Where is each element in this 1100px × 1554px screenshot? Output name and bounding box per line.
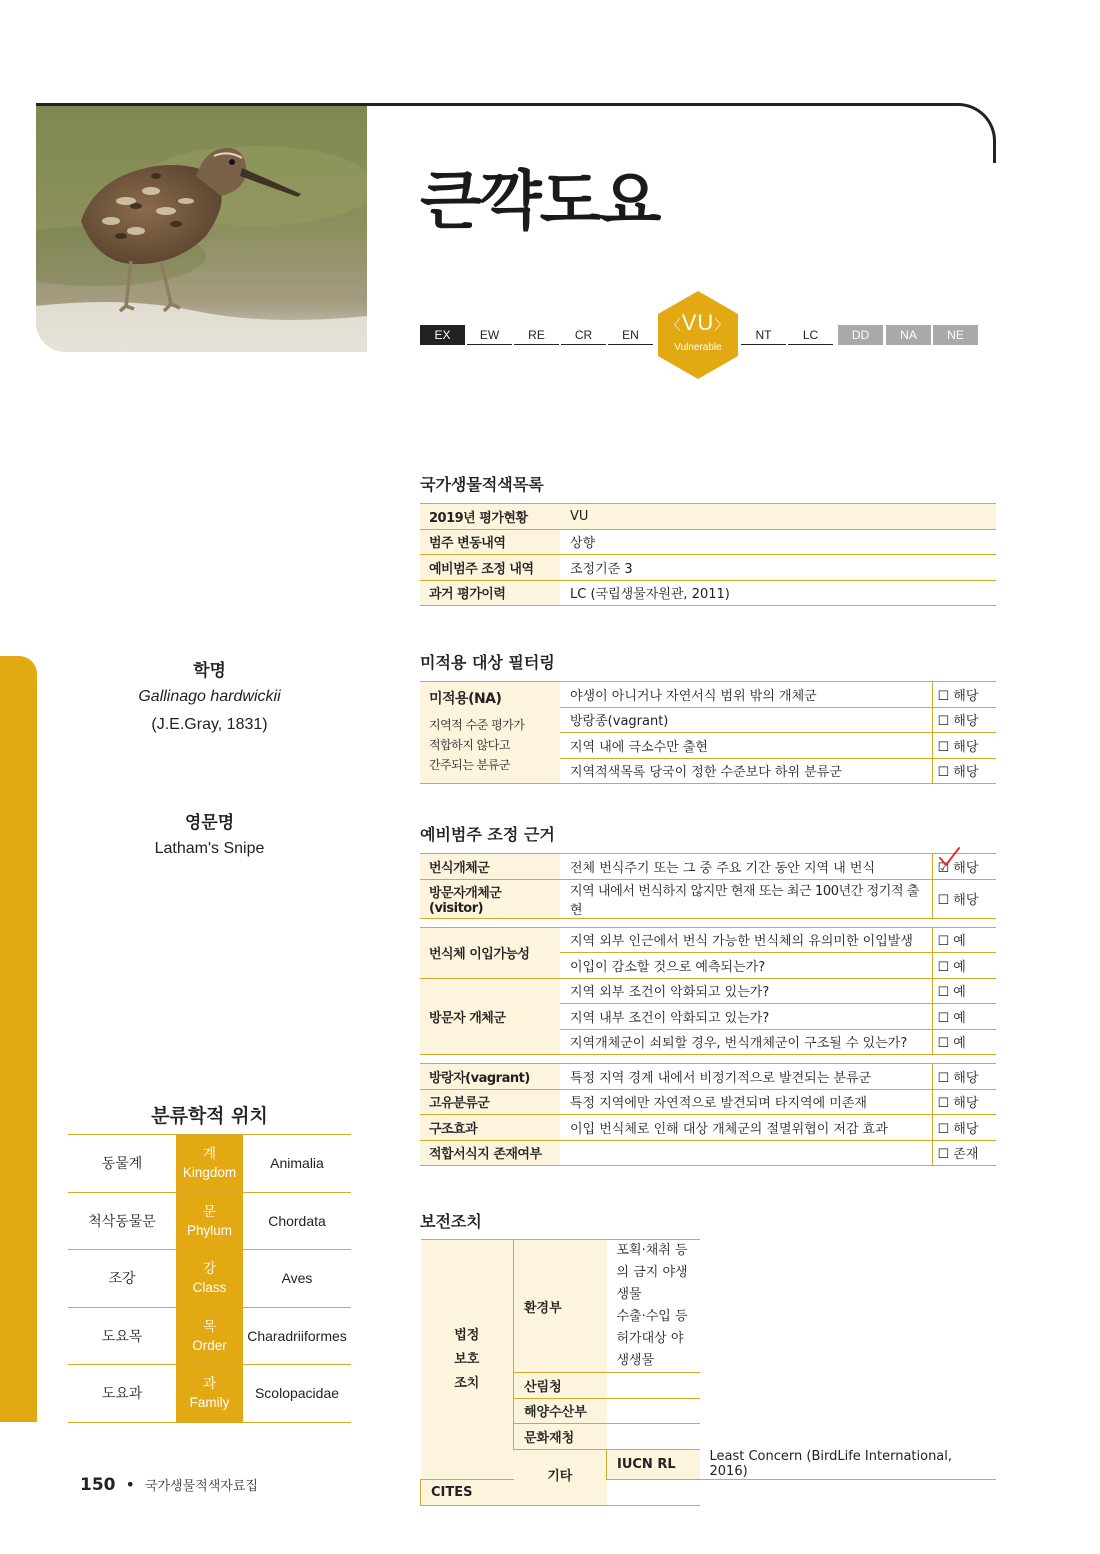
- category-ne: NE: [933, 325, 978, 345]
- agency-env: 환경부: [514, 1240, 607, 1373]
- arrow-left-glyph: 〈: [666, 317, 682, 333]
- table-gap: [420, 918, 996, 927]
- category-lc: LC: [788, 325, 833, 345]
- arrow-right-glyph: 〉: [714, 317, 730, 333]
- rank-en: Phylum: [186, 1222, 232, 1238]
- redlist-row: [420, 529, 996, 555]
- taxonomy-row: [68, 1250, 351, 1308]
- adjust-key: 방문자개체군(visitor): [420, 879, 560, 918]
- adjust-checkbox[interactable]: ☐ 예: [932, 927, 996, 953]
- adjust-row: [420, 1140, 996, 1166]
- agency-heritage: 문화재청: [514, 1424, 607, 1450]
- redlist-key: 과거 평가이력: [420, 580, 560, 606]
- forest-measure: [607, 1373, 700, 1399]
- category-re: RE: [514, 325, 559, 345]
- adjust-row: [420, 978, 996, 1004]
- redlist-value: LC (국립생물자원관, 2011): [560, 580, 996, 606]
- conservation-row: [421, 1480, 997, 1506]
- category-en: EN: [608, 325, 653, 345]
- current-category-code: VU: [681, 310, 715, 335]
- filter-sub-1: 지역적 수준 평가가: [429, 718, 525, 732]
- adjust-row: [420, 879, 996, 918]
- side-accent-bar: [0, 656, 37, 1422]
- adjust-criterion: 지역 외부 인근에서 번식 가능한 번식체의 유의미한 이입발생: [560, 927, 932, 953]
- adjust-criterion: 지역 내부 조건이 악화되고 있는가?: [560, 1004, 932, 1030]
- category-dd: DD: [838, 325, 883, 345]
- adjust-criterion: [560, 1140, 932, 1166]
- adjust-criterion: 이입 번식체로 인해 대상 개체군의 절멸위협이 저감 효과: [560, 1115, 932, 1141]
- taxonomy-row: [68, 1365, 351, 1423]
- taxonomy-latin: Chordata: [243, 1192, 351, 1250]
- redlist-table: [420, 503, 996, 606]
- agency-forest: 산림청: [514, 1373, 607, 1399]
- adjust-criterion: 특정 지역 경계 내에서 비정기적으로 발견되는 분류군: [560, 1064, 932, 1090]
- redlist-row: [420, 555, 996, 581]
- adjust-row: [420, 927, 996, 953]
- taxonomy-ko: 조강: [68, 1250, 176, 1308]
- adjust-key: 고유분류군: [420, 1089, 560, 1115]
- taxonomy-rank: [176, 1192, 243, 1250]
- filter-checkbox[interactable]: ☐ 해당: [932, 733, 996, 759]
- rank-ko: 과: [202, 1376, 217, 1392]
- footer-separator: •: [125, 1475, 135, 1494]
- filter-sub-2: 적합하지 않다고: [429, 738, 510, 752]
- rank-ko: 문: [202, 1203, 217, 1219]
- env-measure-1: 포획·채취 등의 금지 야생생물: [616, 1243, 688, 1302]
- adjust-checkbox[interactable]: ☐ 해당: [932, 879, 996, 918]
- table-gap: [420, 1055, 996, 1064]
- taxonomy-ko: 동물계: [68, 1135, 176, 1193]
- iucn-label: IUCN RL: [607, 1449, 700, 1480]
- agency-ocean: 해양수산부: [514, 1398, 607, 1424]
- sci-name: Gallinago hardwickii: [138, 688, 281, 705]
- filter-checkbox[interactable]: ☐ 해당: [932, 682, 996, 708]
- rank-en: Order: [192, 1337, 227, 1353]
- filter-sub-3: 간주되는 분류군: [429, 758, 510, 772]
- redlist-key: 범주 변동내역: [420, 529, 560, 555]
- rank-ko: 강: [202, 1261, 217, 1277]
- eng-name: Latham's Snipe: [154, 840, 265, 857]
- category-ex: EX: [420, 325, 465, 345]
- redlist-value: VU: [560, 504, 996, 530]
- env-measure-2: 수출·수입 등 허가대상 야생생물: [616, 1309, 688, 1368]
- filter-checkbox[interactable]: ☐ 해당: [932, 758, 996, 784]
- legal-protection-label: 법정 보호 조치: [421, 1240, 514, 1480]
- ocean-measure: [607, 1398, 700, 1424]
- taxonomy-rank: [176, 1135, 243, 1193]
- filter-title: 미적용 대상 필터링: [420, 653, 555, 672]
- adjust-title: 예비범주 조정 근거: [420, 825, 555, 844]
- conservation-title: 보전조치: [420, 1212, 482, 1231]
- heritage-measure: [607, 1424, 700, 1450]
- filter-criterion: 방랑종(vagrant): [560, 707, 932, 733]
- adjust-checkbox[interactable]: ☐ 해당: [932, 1115, 996, 1141]
- current-category: [656, 310, 740, 336]
- book-title: 국가생물적색자료집: [144, 1479, 258, 1494]
- taxonomy-ko: 척삭동물문: [68, 1192, 176, 1250]
- adjust-key: 적합서식지 존재여부: [420, 1140, 560, 1166]
- taxonomy-title: 분류학적 위치: [151, 1105, 268, 1127]
- taxonomy-latin: Aves: [243, 1250, 351, 1308]
- adjust-checkbox[interactable]: ☐ 예: [932, 953, 996, 979]
- filter-row: [420, 682, 996, 708]
- checkmark-icon: [937, 846, 961, 868]
- rank-ko: 목: [202, 1318, 217, 1334]
- filter-criterion: 지역적색목록 당국이 정한 수준보다 하위 분류군: [560, 758, 932, 784]
- species-name-ko: 큰꺅도요: [420, 165, 660, 239]
- category-cr: CR: [561, 325, 606, 345]
- current-category-sub: Vulnerable: [674, 342, 722, 353]
- adjust-row: [420, 1115, 996, 1141]
- adjust-key: 번식체 이입가능성: [420, 927, 560, 978]
- adjust-table: [420, 853, 996, 1166]
- conservation-table: [420, 1239, 996, 1506]
- adjust-key: 방문자 개체군: [420, 978, 560, 1055]
- taxonomy-latin: Animalia: [243, 1135, 351, 1193]
- adjust-checkbox[interactable]: ☐ 예: [932, 1004, 996, 1030]
- adjust-row: [420, 854, 996, 880]
- adjust-criterion: 지역 내에서 번식하지 않지만 현재 또는 최근 100년간 정기적 출현: [560, 879, 932, 918]
- adjust-key: 구조효과: [420, 1115, 560, 1141]
- adjust-checkbox[interactable]: ☐ 존재: [932, 1140, 996, 1166]
- taxonomy-latin: Scolopacidae: [243, 1365, 351, 1423]
- taxonomy-ko: 도요목: [68, 1307, 176, 1365]
- filter-criterion: 지역 내에 극소수만 출현: [560, 733, 932, 759]
- species-photo: [36, 106, 367, 352]
- category-na: NA: [886, 325, 931, 345]
- page-footer: [80, 1475, 258, 1495]
- redlist-value: 조정기준 3: [560, 555, 996, 581]
- filter-criterion: 야생이 아니거나 자연서식 범위 밖의 개체군: [560, 682, 932, 708]
- adjust-criterion: 이입이 감소할 것으로 예측되는가?: [560, 953, 932, 979]
- redlist-row: [420, 580, 996, 606]
- header-rule-curve: [944, 103, 996, 163]
- filter-key: 미적용(NA): [429, 691, 502, 707]
- taxonomy-ko: 도요과: [68, 1365, 176, 1423]
- adjust-checkbox[interactable]: ☐ 예: [932, 978, 996, 1004]
- redlist-key: 2019년 평가현황: [420, 504, 560, 530]
- page-number: 150: [80, 1475, 116, 1495]
- adjust-row: [420, 1064, 996, 1090]
- redlist-title: 국가생물적색목록: [420, 475, 544, 494]
- taxonomy-latin: Charadriiformes: [243, 1307, 351, 1365]
- sci-author: (J.E.Gray, 1831): [151, 716, 268, 733]
- conservation-row: [421, 1240, 997, 1373]
- adjust-criterion: 특정 지역에만 자연적으로 발견되며 타지역에 미존재: [560, 1089, 932, 1115]
- adjust-checkbox[interactable]: ☐ 예: [932, 1029, 996, 1055]
- eng-name-heading: 영문명: [184, 813, 235, 833]
- rank-ko: 계: [202, 1146, 217, 1162]
- filter-table: [420, 681, 996, 784]
- rank-en: Family: [189, 1395, 230, 1411]
- taxonomy-table: [68, 1134, 351, 1423]
- adjust-key: 번식개체군: [420, 854, 560, 880]
- taxonomy-rank: [176, 1307, 243, 1365]
- taxonomy-row: [68, 1135, 351, 1193]
- taxonomy-rank: [176, 1250, 243, 1308]
- taxonomy-row: [68, 1307, 351, 1365]
- redlist-value: 상향: [560, 529, 996, 555]
- adjust-row: [420, 1089, 996, 1115]
- redlist-key: 예비범주 조정 내역: [420, 555, 560, 581]
- taxonomy-rank: [176, 1365, 243, 1423]
- sci-name-heading: 학명: [193, 661, 226, 681]
- adjust-checkbox[interactable]: ☐ 해당: [932, 1089, 996, 1115]
- category-ew: EW: [467, 325, 512, 345]
- filter-key-cell: [420, 682, 560, 784]
- cites-value: [607, 1480, 700, 1506]
- cites-label: CITES: [421, 1480, 514, 1506]
- rank-en: Class: [192, 1280, 227, 1296]
- adjust-criterion: 지역 외부 조건이 악화되고 있는가?: [560, 978, 932, 1004]
- rank-en: Kingdom: [182, 1165, 237, 1181]
- adjust-criterion: 전체 번식주기 또는 그 중 주요 기간 동안 지역 내 번식: [560, 854, 932, 880]
- adjust-checkbox[interactable]: ☐ 해당: [932, 1064, 996, 1090]
- iucn-value: Least Concern (BirdLife International, 2016): [700, 1449, 997, 1480]
- category-nt: NT: [741, 325, 786, 345]
- other-label: 기타: [514, 1449, 607, 1505]
- filter-checkbox[interactable]: ☐ 해당: [932, 707, 996, 733]
- adjust-key: 방랑자(vagrant): [420, 1064, 560, 1090]
- env-measures: [607, 1240, 700, 1373]
- taxonomy-row: [68, 1192, 351, 1250]
- adjust-checkbox-checked[interactable]: ☑ 해당: [932, 854, 996, 880]
- redlist-row: [420, 504, 996, 530]
- adjust-criterion: 지역개체군이 쇠퇴할 경우, 번식개체군이 구조될 수 있는가?: [560, 1029, 932, 1055]
